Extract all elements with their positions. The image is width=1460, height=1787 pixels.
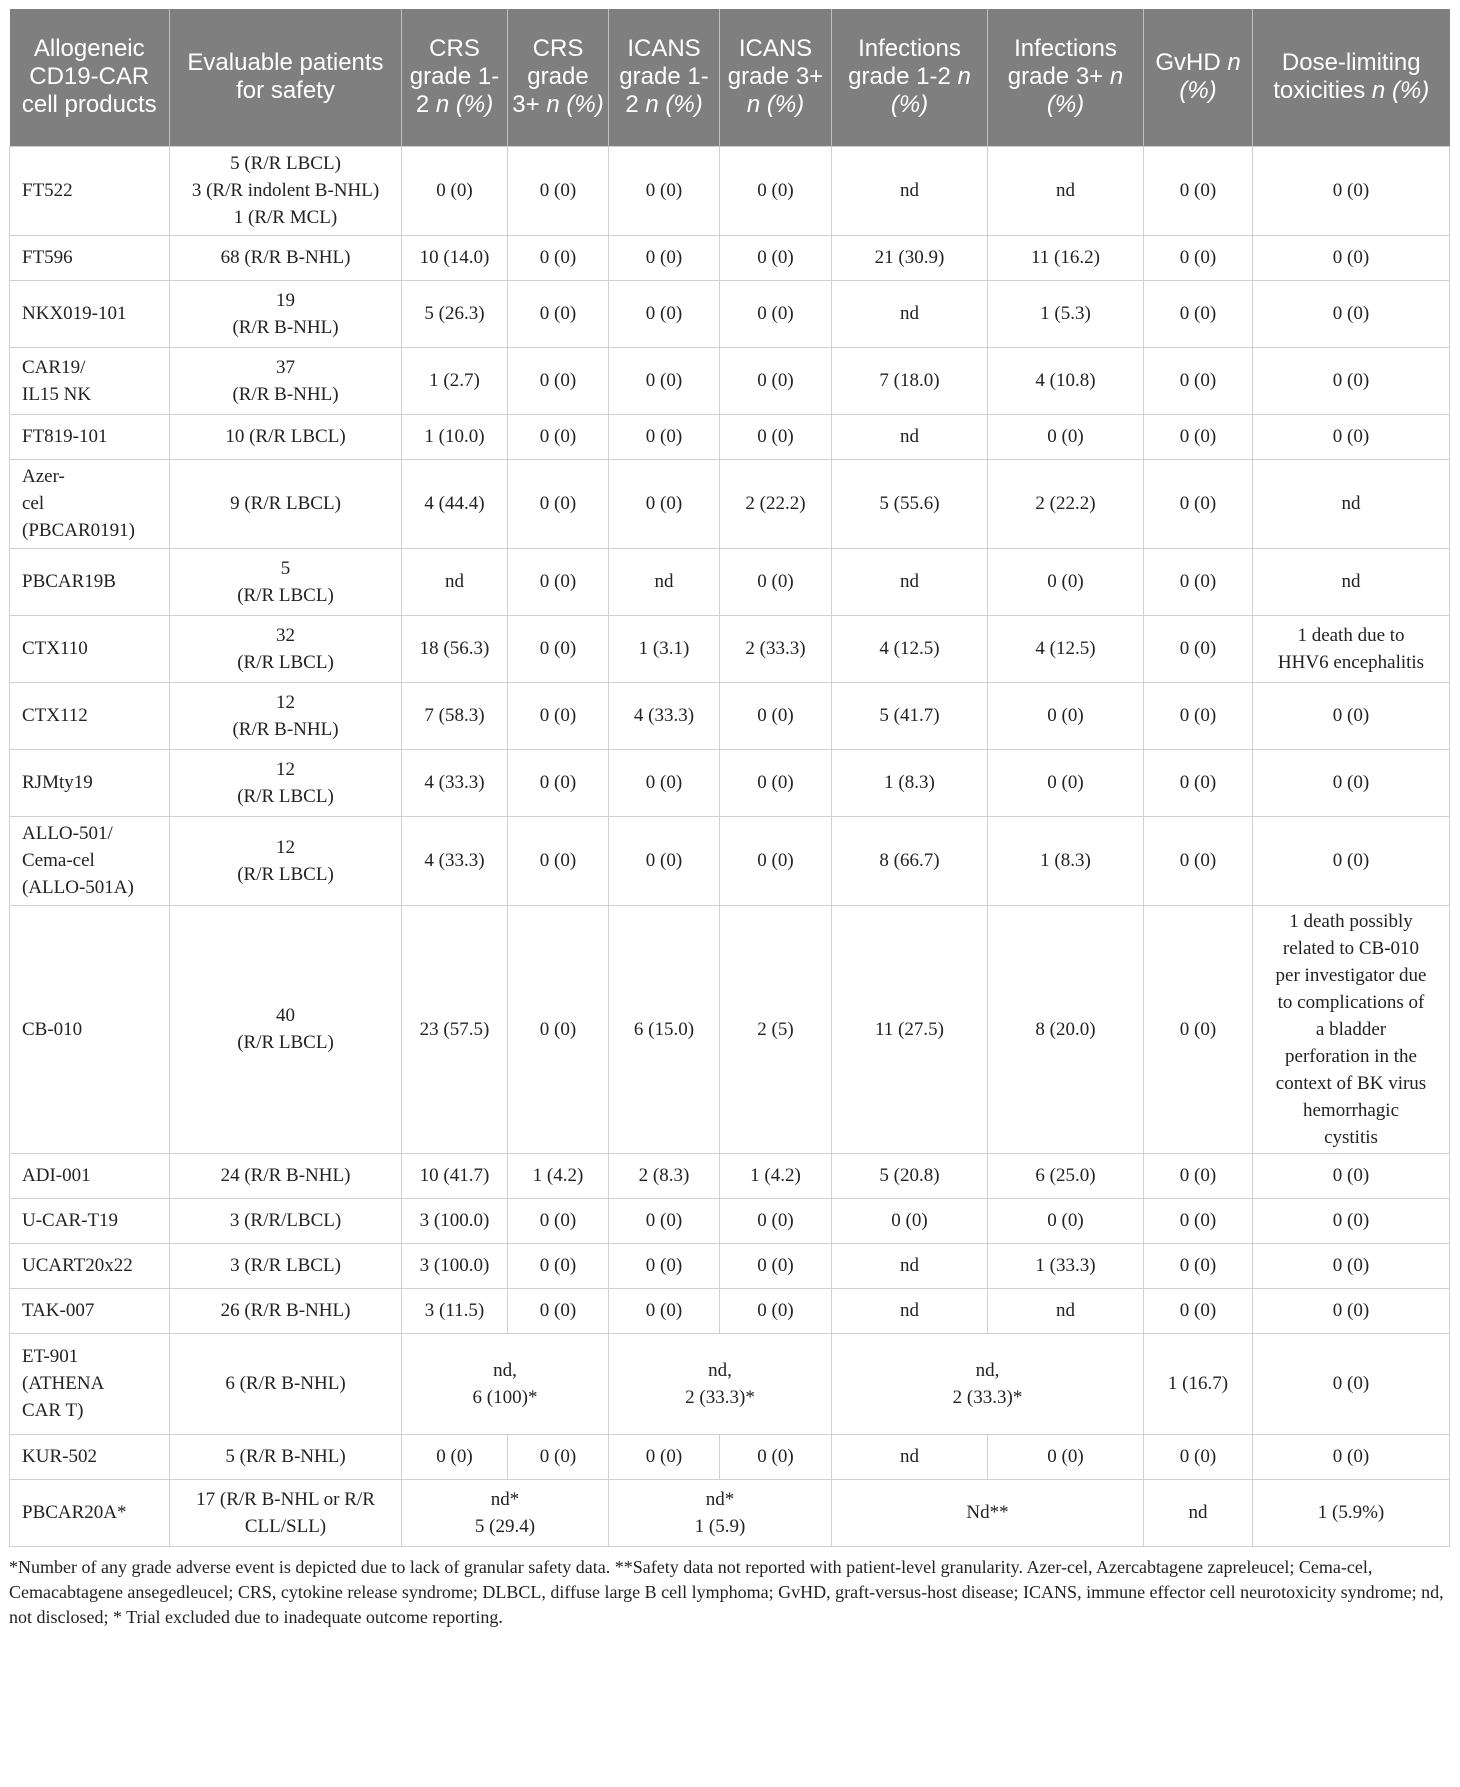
dlt-cell: 0 (0) [1253, 749, 1450, 816]
table-row [10, 414, 1450, 459]
column-header-label: CRS grade 3+ [512, 35, 589, 119]
icans12-cell: 0 (0) [609, 816, 720, 905]
icans12-cell: 0 (0) [609, 414, 720, 459]
crs12-cell: 1 (2.7) [402, 347, 508, 414]
inf12-cell: nd [832, 1243, 988, 1288]
icans3-cell: 0 (0) [720, 1198, 832, 1243]
dlt-cell: 0 (0) [1253, 816, 1450, 905]
dlt-cell: 0 (0) [1253, 235, 1450, 280]
column-header [508, 9, 609, 146]
table-row [10, 347, 1450, 414]
crs3-cell: 0 (0) [508, 1243, 609, 1288]
icans12-cell: 0 (0) [609, 146, 720, 235]
patients-cell: 5 (R/R LBCL) [170, 548, 402, 615]
table-row [10, 459, 1450, 548]
crs12-cell: 18 (56.3) [402, 615, 508, 682]
gvhd-cell: 0 (0) [1144, 1434, 1253, 1479]
table-row [10, 235, 1450, 280]
table-row [10, 1198, 1450, 1243]
header-row [10, 9, 1450, 146]
crs12-cell: 3 (11.5) [402, 1288, 508, 1333]
crs3-cell: 0 (0) [508, 548, 609, 615]
patients-cell: 37 (R/R B-NHL) [170, 347, 402, 414]
crs12-cell: 4 (44.4) [402, 459, 508, 548]
inf12-cell: 5 (20.8) [832, 1153, 988, 1198]
column-header [720, 9, 832, 146]
inf12-cell: 11 (27.5) [832, 905, 988, 1153]
icans12-cell: 0 (0) [609, 459, 720, 548]
gvhd-cell: 0 (0) [1144, 1288, 1253, 1333]
infections-merged-cell: Nd** [832, 1479, 1144, 1546]
gvhd-cell: 0 (0) [1144, 347, 1253, 414]
inf3-cell: 4 (12.5) [988, 615, 1144, 682]
product-cell: CTX112 [10, 682, 170, 749]
column-header [10, 9, 170, 146]
dlt-cell: 0 (0) [1253, 682, 1450, 749]
column-header [988, 9, 1144, 146]
patients-cell: 6 (R/R B-NHL) [170, 1333, 402, 1434]
patients-cell: 5 (R/R B-NHL) [170, 1434, 402, 1479]
icans12-cell: 0 (0) [609, 235, 720, 280]
icans12-cell: 0 (0) [609, 1434, 720, 1479]
gvhd-cell: 0 (0) [1144, 1198, 1253, 1243]
gvhd-cell: 0 (0) [1144, 235, 1253, 280]
dlt-cell: 0 (0) [1253, 1434, 1450, 1479]
icans12-cell: 0 (0) [609, 1243, 720, 1288]
patients-cell: 5 (R/R LBCL) 3 (R/R indolent B-NHL) 1 (R/R MCL) [170, 146, 402, 235]
patients-cell: 32 (R/R LBCL) [170, 615, 402, 682]
column-header [609, 9, 720, 146]
icans3-cell: 0 (0) [720, 235, 832, 280]
crs3-cell: 0 (0) [508, 615, 609, 682]
patients-cell: 68 (R/R B-NHL) [170, 235, 402, 280]
dlt-cell: 1 (5.9%) [1253, 1479, 1450, 1546]
inf12-cell: 8 (66.7) [832, 816, 988, 905]
crs3-cell: 0 (0) [508, 682, 609, 749]
inf3-cell: 4 (10.8) [988, 347, 1144, 414]
inf3-cell: 0 (0) [988, 682, 1144, 749]
inf12-cell: nd [832, 414, 988, 459]
icans3-cell: 0 (0) [720, 1288, 832, 1333]
inf12-cell: 7 (18.0) [832, 347, 988, 414]
crs12-cell: 10 (41.7) [402, 1153, 508, 1198]
patients-cell: 3 (R/R/LBCL) [170, 1198, 402, 1243]
inf3-cell: 11 (16.2) [988, 235, 1144, 280]
crs-merged-cell: nd, 6 (100)* [402, 1333, 609, 1434]
crs3-cell: 1 (4.2) [508, 1153, 609, 1198]
crs3-cell: 0 (0) [508, 1198, 609, 1243]
gvhd-cell: 0 (0) [1144, 816, 1253, 905]
column-header [1144, 9, 1253, 146]
product-cell: NKX019-101 [10, 280, 170, 347]
infections-merged-cell: nd, 2 (33.3)* [832, 1333, 1144, 1434]
icans12-cell: nd [609, 548, 720, 615]
inf3-cell: 6 (25.0) [988, 1153, 1144, 1198]
patients-cell: 3 (R/R LBCL) [170, 1243, 402, 1288]
crs3-cell: 0 (0) [508, 235, 609, 280]
icans12-cell: 0 (0) [609, 347, 720, 414]
column-header-unit: n (%) [746, 91, 805, 119]
patients-cell: 12 (R/R LBCL) [170, 749, 402, 816]
inf12-cell: 0 (0) [832, 1198, 988, 1243]
dlt-cell: 0 (0) [1253, 1333, 1450, 1434]
column-header [170, 9, 402, 146]
dlt-cell: 0 (0) [1253, 347, 1450, 414]
icans3-cell: 2 (22.2) [720, 459, 832, 548]
table-row [10, 1288, 1450, 1333]
product-cell: FT819-101 [10, 414, 170, 459]
inf12-cell: 5 (41.7) [832, 682, 988, 749]
icans3-cell: 0 (0) [720, 682, 832, 749]
dlt-cell: 0 (0) [1253, 1243, 1450, 1288]
product-cell: CAR19/ IL15 NK [10, 347, 170, 414]
inf3-cell: 0 (0) [988, 548, 1144, 615]
product-cell: FT522 [10, 146, 170, 235]
dlt-cell: 0 (0) [1253, 1198, 1450, 1243]
crs3-cell: 0 (0) [508, 414, 609, 459]
crs3-cell: 0 (0) [508, 347, 609, 414]
product-cell: ET-901 (ATHENA CAR T) [10, 1333, 170, 1434]
column-header-label: GvHD [1155, 49, 1221, 77]
product-cell: KUR-502 [10, 1434, 170, 1479]
gvhd-cell: 0 (0) [1144, 280, 1253, 347]
patients-cell: 10 (R/R LBCL) [170, 414, 402, 459]
dlt-cell: 0 (0) [1253, 280, 1450, 347]
inf3-cell: 0 (0) [988, 1198, 1144, 1243]
icans3-cell: 0 (0) [720, 414, 832, 459]
column-header-label: CRS grade 1-2 [409, 35, 500, 119]
crs12-cell: 3 (100.0) [402, 1243, 508, 1288]
crs12-cell: 0 (0) [402, 1434, 508, 1479]
patients-cell: 12 (R/R LBCL) [170, 816, 402, 905]
inf12-cell: 21 (30.9) [832, 235, 988, 280]
icans12-cell: 0 (0) [609, 280, 720, 347]
inf12-cell: 5 (55.6) [832, 459, 988, 548]
table-row [10, 1153, 1450, 1198]
column-header-unit: n (%) [1046, 63, 1124, 119]
dlt-cell: nd [1253, 548, 1450, 615]
gvhd-cell: 0 (0) [1144, 682, 1253, 749]
product-cell: CTX110 [10, 615, 170, 682]
column-header-label: ICANS grade 1-2 [619, 35, 709, 119]
inf3-cell: 0 (0) [988, 1434, 1144, 1479]
crs12-cell: 23 (57.5) [402, 905, 508, 1153]
gvhd-cell: 0 (0) [1144, 548, 1253, 615]
column-header [402, 9, 508, 146]
product-cell: CB-010 [10, 905, 170, 1153]
column-header-unit: n (%) [890, 63, 971, 119]
crs3-cell: 0 (0) [508, 459, 609, 548]
dlt-cell: nd [1253, 459, 1450, 548]
gvhd-cell: 0 (0) [1144, 459, 1253, 548]
dlt-cell: 0 (0) [1253, 1288, 1450, 1333]
product-cell: TAK-007 [10, 1288, 170, 1333]
table-footnote: *Number of any grade adverse event is depicted due to lack of granular safety data. **Safety data not reported with patient-level granularity. Azer-cel, Azercabtagene zapreleucel; Cema-cel, Cemacabtagene ansegedleucel; CRS, cytokine release syndrome; DLBCL, diffuse large B cell lymphoma; GvHD, graft-versus-host disease; ICANS, immune effector cell neurotoxicity syndrome; nd, not disclosed; * Trial excluded due to inadequate outcome reporting. [9, 1556, 1444, 1627]
column-header [832, 9, 988, 146]
inf3-cell: 1 (8.3) [988, 816, 1144, 905]
column-header-unit: n (%) [546, 91, 604, 119]
table-row-kur502 [10, 1434, 1450, 1479]
icans3-cell: 0 (0) [720, 146, 832, 235]
inf3-cell: 1 (33.3) [988, 1243, 1144, 1288]
patients-cell: 9 (R/R LBCL) [170, 459, 402, 548]
icans3-cell: 0 (0) [720, 1243, 832, 1288]
icans12-cell: 1 (3.1) [609, 615, 720, 682]
inf3-cell: 0 (0) [988, 749, 1144, 816]
product-cell: UCART20x22 [10, 1243, 170, 1288]
icans12-cell: 0 (0) [609, 749, 720, 816]
icans3-cell: 2 (5) [720, 905, 832, 1153]
icans3-cell: 1 (4.2) [720, 1153, 832, 1198]
product-cell: PBCAR19B [10, 548, 170, 615]
table-container [9, 9, 1449, 1630]
dlt-cell: 0 (0) [1253, 146, 1450, 235]
table-row [10, 280, 1450, 347]
crs3-cell: 0 (0) [508, 749, 609, 816]
icans3-cell: 0 (0) [720, 347, 832, 414]
column-header-label: Dose-limiting toxicities [1273, 49, 1421, 105]
table-row [10, 1243, 1450, 1288]
patients-cell: 24 (R/R B-NHL) [170, 1153, 402, 1198]
table-row [10, 146, 1450, 235]
column-header-label: ICANS grade 3+ [727, 35, 824, 91]
crs12-cell: 1 (10.0) [402, 414, 508, 459]
crs3-cell: 0 (0) [508, 280, 609, 347]
table-row [10, 749, 1450, 816]
column-header-label: Evaluable patients for safety [187, 49, 384, 105]
column-header-label: Allogeneic CD19-CAR cell products [21, 35, 157, 119]
table-row [10, 682, 1450, 749]
inf12-cell: nd [832, 548, 988, 615]
icans3-cell: 0 (0) [720, 749, 832, 816]
dlt-cell: 0 (0) [1253, 1153, 1450, 1198]
crs12-cell: 7 (58.3) [402, 682, 508, 749]
icans3-cell: 0 (0) [720, 280, 832, 347]
inf3-cell: nd [988, 146, 1144, 235]
crs12-cell: nd [402, 548, 508, 615]
table-row-pbcar20a [10, 1479, 1450, 1546]
icans12-cell: 4 (33.3) [609, 682, 720, 749]
inf3-cell: 8 (20.0) [988, 905, 1144, 1153]
table-row-et901 [10, 1333, 1450, 1434]
icans12-cell: 2 (8.3) [609, 1153, 720, 1198]
column-header-label: Infections grade 3+ [1007, 35, 1117, 91]
column-header-unit: n (%) [1179, 49, 1241, 105]
inf3-cell: nd [988, 1288, 1144, 1333]
inf12-cell: nd [832, 146, 988, 235]
gvhd-cell: 0 (0) [1144, 749, 1253, 816]
product-cell: U-CAR-T19 [10, 1198, 170, 1243]
crs12-cell: 4 (33.3) [402, 749, 508, 816]
column-header-unit: n (%) [1371, 77, 1430, 105]
icans12-cell: 6 (15.0) [609, 905, 720, 1153]
crs3-cell: 0 (0) [508, 146, 609, 235]
crs12-cell: 5 (26.3) [402, 280, 508, 347]
product-cell: PBCAR20A* [10, 1479, 170, 1546]
gvhd-cell: 0 (0) [1144, 146, 1253, 235]
product-cell: ALLO-501/ Cema-cel (ALLO-501A) [10, 816, 170, 905]
icans3-cell: 0 (0) [720, 548, 832, 615]
table-row [10, 548, 1450, 615]
product-cell: FT596 [10, 235, 170, 280]
icans3-cell: 2 (33.3) [720, 615, 832, 682]
dlt-cell: 0 (0) [1253, 414, 1450, 459]
product-cell: ADI-001 [10, 1153, 170, 1198]
gvhd-cell: 0 (0) [1144, 1153, 1253, 1198]
gvhd-cell: 0 (0) [1144, 615, 1253, 682]
patients-cell: 12 (R/R B-NHL) [170, 682, 402, 749]
column-header-unit: n (%) [645, 91, 703, 119]
patients-cell: 40 (R/R LBCL) [170, 905, 402, 1153]
table-body [10, 146, 1450, 1546]
column-header-unit: n (%) [435, 91, 494, 119]
inf12-cell: nd [832, 1288, 988, 1333]
gvhd-cell: 0 (0) [1144, 905, 1253, 1153]
inf12-cell: 1 (8.3) [832, 749, 988, 816]
patients-cell: 26 (R/R B-NHL) [170, 1288, 402, 1333]
crs3-cell: 0 (0) [508, 816, 609, 905]
crs12-cell: 10 (14.0) [402, 235, 508, 280]
table-row [10, 816, 1450, 905]
crs3-cell: 0 (0) [508, 1288, 609, 1333]
crs12-cell: 4 (33.3) [402, 816, 508, 905]
crs-merged-cell: nd* 5 (29.4) [402, 1479, 609, 1546]
crs12-cell: 3 (100.0) [402, 1198, 508, 1243]
icans3-cell: 0 (0) [720, 816, 832, 905]
gvhd-cell: nd [1144, 1479, 1253, 1546]
gvhd-cell: 0 (0) [1144, 414, 1253, 459]
inf3-cell: 1 (5.3) [988, 280, 1144, 347]
crs3-cell: 0 (0) [508, 1434, 609, 1479]
table-row [10, 905, 1450, 1153]
dlt-cell: 1 death possibly related to CB-010 per investigator due to complications of a bladder perforation in the context of BK virus hemorrhagic cystitis [1253, 905, 1450, 1153]
icans-merged-cell: nd* 1 (5.9) [609, 1479, 832, 1546]
patients-cell: 17 (R/R B-NHL or R/R CLL/SLL) [170, 1479, 402, 1546]
column-header-label: Infections grade 1-2 [848, 35, 961, 91]
inf12-cell: 4 (12.5) [832, 615, 988, 682]
crs3-cell: 0 (0) [508, 905, 609, 1153]
icans12-cell: 0 (0) [609, 1288, 720, 1333]
gvhd-cell: 0 (0) [1144, 1243, 1253, 1288]
table-row [10, 615, 1450, 682]
product-cell: Azer- cel (PBCAR0191) [10, 459, 170, 548]
icans-merged-cell: nd, 2 (33.3)* [609, 1333, 832, 1434]
column-header [1253, 9, 1450, 146]
gvhd-cell: 1 (16.7) [1144, 1333, 1253, 1434]
crs12-cell: 0 (0) [402, 146, 508, 235]
icans12-cell: 0 (0) [609, 1198, 720, 1243]
inf12-cell: nd [832, 280, 988, 347]
product-cell: RJMty19 [10, 749, 170, 816]
inf3-cell: 2 (22.2) [988, 459, 1144, 548]
safety-table [9, 9, 1450, 1547]
patients-cell: 19 (R/R B-NHL) [170, 280, 402, 347]
inf3-cell: 0 (0) [988, 414, 1144, 459]
inf12-cell: nd [832, 1434, 988, 1479]
icans3-cell: 0 (0) [720, 1434, 832, 1479]
dlt-cell: 1 death due to HHV6 encephalitis [1253, 615, 1450, 682]
